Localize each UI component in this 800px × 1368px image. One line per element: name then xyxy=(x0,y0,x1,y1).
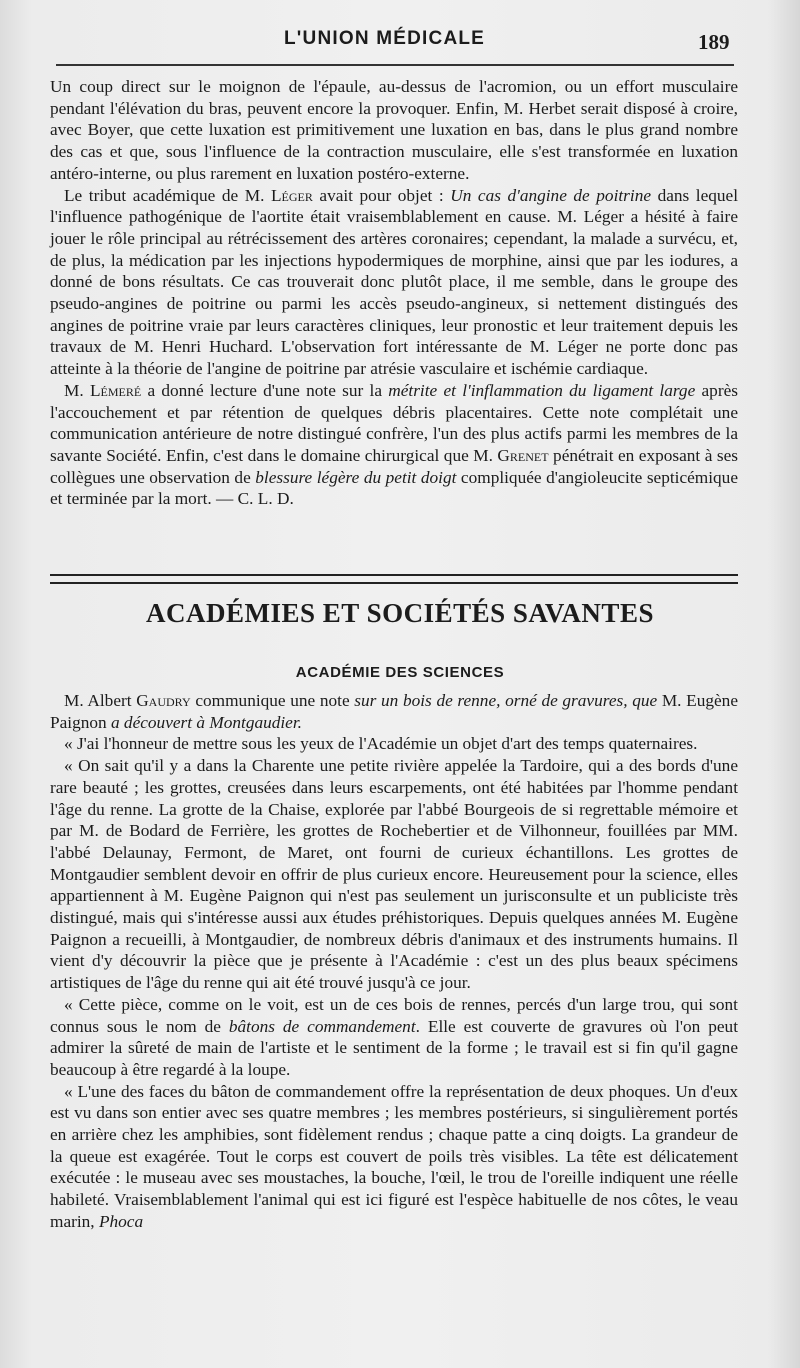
author-name: Gaudry xyxy=(136,691,191,710)
academie-paragraph: M. Albert Gaudry communique une note sur un bois de renne, orné de gravures, que M. Eugène Paignon a découvert à Montgaudier. xyxy=(50,691,738,732)
header-rule xyxy=(56,64,734,66)
term: bâtons de commandement xyxy=(228,1016,416,1036)
review-paragraph: M. Lémeré a donné lecture d'une note sur la métrite et l'inflammation du ligament large après l'accouchement et par rétention de quelques débris placentaires. Cette note complétait une communication antérieure de notre distingué confrère, l'un des plus actifs parmi les membres de la savante Société. Enfin, c'est dans le domaine chirurgical que M. Grenet pénétrait en exposant à ses collègues une observation de blessure légère du petit doigt compliquée d'angioleucite septicémique et terminée par la mort. — C. L. D. xyxy=(50,380,738,509)
page-number: 189 xyxy=(698,30,730,54)
paper-title: Un cas d'angine de poitrine xyxy=(450,185,652,205)
academie-paragraph: « J'ai l'honneur de mettre sous les yeux de l'Académie un objet d'art des temps quaternaires. xyxy=(64,734,698,754)
running-head xyxy=(0,28,800,58)
academie-paragraph: « Cette pièce, comme on le voit, est un de ces bois de rennes, percés d'un large trou, qui sont connus sous le nom de bâtons de commandement. Elle est couverte de gravures où l'on peut admirer la sûreté de main de l'artiste et le sentiment de la forme ; le travail est si fin qu'il gagne beaucoup à être regardé à la loupe. xyxy=(50,994,739,1079)
note-title: sur un bois de renne, orné de gravures, que xyxy=(354,691,658,710)
journal-title: L'UNION MÉDICALE xyxy=(284,28,486,49)
review-paragraph: Le tribut académique de M. Léger avait pour objet : Un cas d'angine de poitrine dans lequel l'influence pathogénique de l'aortite était vraisemblablement en cause. M. Léger a hésité à faire jouer le rôle principal au rétrécissement des artères coronaires; cependant, la malade a survécu, et, de plus, la médication par les injections hypodermiques de morphine, ainsi que par les iodures, a donné de bons résultats. Ce cas trouverait donc plutôt place, il me semble, dans le groupe des pseudo-angines de poitrine ou parmi les accès pseudo-angineux, si nettement distingués des angines de poitrine vraie par leurs caractères cliniques, leur pronostic et leur traitement depuis les travaux de M. Henri Huchard. L'observation fort intéressante de M. Léger ne porte donc pas atteinte à la théorie de l'angine de poitrine par atrésie vasculaire et ischémie cardiaque. xyxy=(50,185,739,379)
section-heading: ACADÉMIES ET SOCIÉTÉS SAVANTES xyxy=(146,598,654,628)
review-paragraph: Un coup direct sur le moignon de l'épaule, au-dessus de l'acromion, ou un effort musculaire pendant l'élévation du bras, peuvent encore la provoquer. Enfin, M. Herbet serait disposé à croire, avec Boyer, que cette luxation est primitivement une luxation en bas, dans le plus grand nombre des cas et que, sous l'influence de la contraction musculaire, elle s'est transformée en luxation antéro-interne, ou plus rarement en luxation postéro-externe. xyxy=(50,77,738,183)
author-name: Lémeré xyxy=(89,380,142,400)
author-name: Léger xyxy=(270,185,313,205)
section-divider xyxy=(50,574,738,584)
paper-title: blessure légère du petit doigt xyxy=(255,467,457,487)
academie-paragraph: « L'une des faces du bâton de commandement offre la représentation de deux phoques. Un d'eux est vu dans son entier avec ses quatre membres ; les membres postérieurs, si singulièrement portés en arrière chez les amphibies, sont fidèlement rendus ; chaque patte a cinq doigts. La grandeur de la queue est exagérée. Tout le corps est couvert de poils très visibles. La tête est délicatement exécutée : le museau avec ses moustaches, la bouche, l'œil, le trou de l'oreille indiquent une réelle habileté. Vraisemblablement l'animal qui est ici figuré est l'espèce habituelle de nos côtes, le veau marin, Phoca xyxy=(50,1081,738,1231)
society-review-column xyxy=(50,76,738,510)
paper-title: métrite et l'inflammation du ligament large xyxy=(388,380,696,400)
term: Phoca xyxy=(98,1211,144,1231)
academie-column xyxy=(50,690,738,1233)
academie-paragraph: « On sait qu'il y a dans la Charente une petite rivière appelée la Tardoire, qui a des bords d'une rare beauté ; les grottes, creusées dans leurs escarpements, ont été habitées par l'homme pendant l'âge du renne. La grotte de la Chaise, explorée par l'abbé Bourgeois de si regrettable mémoire et par M. de Bodard de Ferrière, les grottes de Rochebertier et de Vilhonneur, fouillées par MM. l'abbé Delaunay, Fermont, de Maret, ont fourni de curieux échantillons. Les grottes de Montgaudier semblent devoir en offrir de plus curieux encore. Heureusement pour la science, elles appartiennent à M. Eugène Paignon qui n'est pas seulement un jurisconsulte et un publiciste très distingué, mais qui s'intéresse aussi aux études préhistoriques. Depuis quelques années M. Eugène Paignon a recueilli, à Montgaudier, de nombreux débris d'animaux et des instruments humains. Il vient d'y découvrir la pièce que je présente à l'Académie : c'est un des plus beaux spécimens artistiques de l'âge du renne qui ait été trouvé jusqu'à ce jour. xyxy=(50,756,738,993)
author-name: Grenet xyxy=(497,445,549,465)
subsection-heading: ACADÉMIE DES SCIENCES xyxy=(295,664,505,681)
